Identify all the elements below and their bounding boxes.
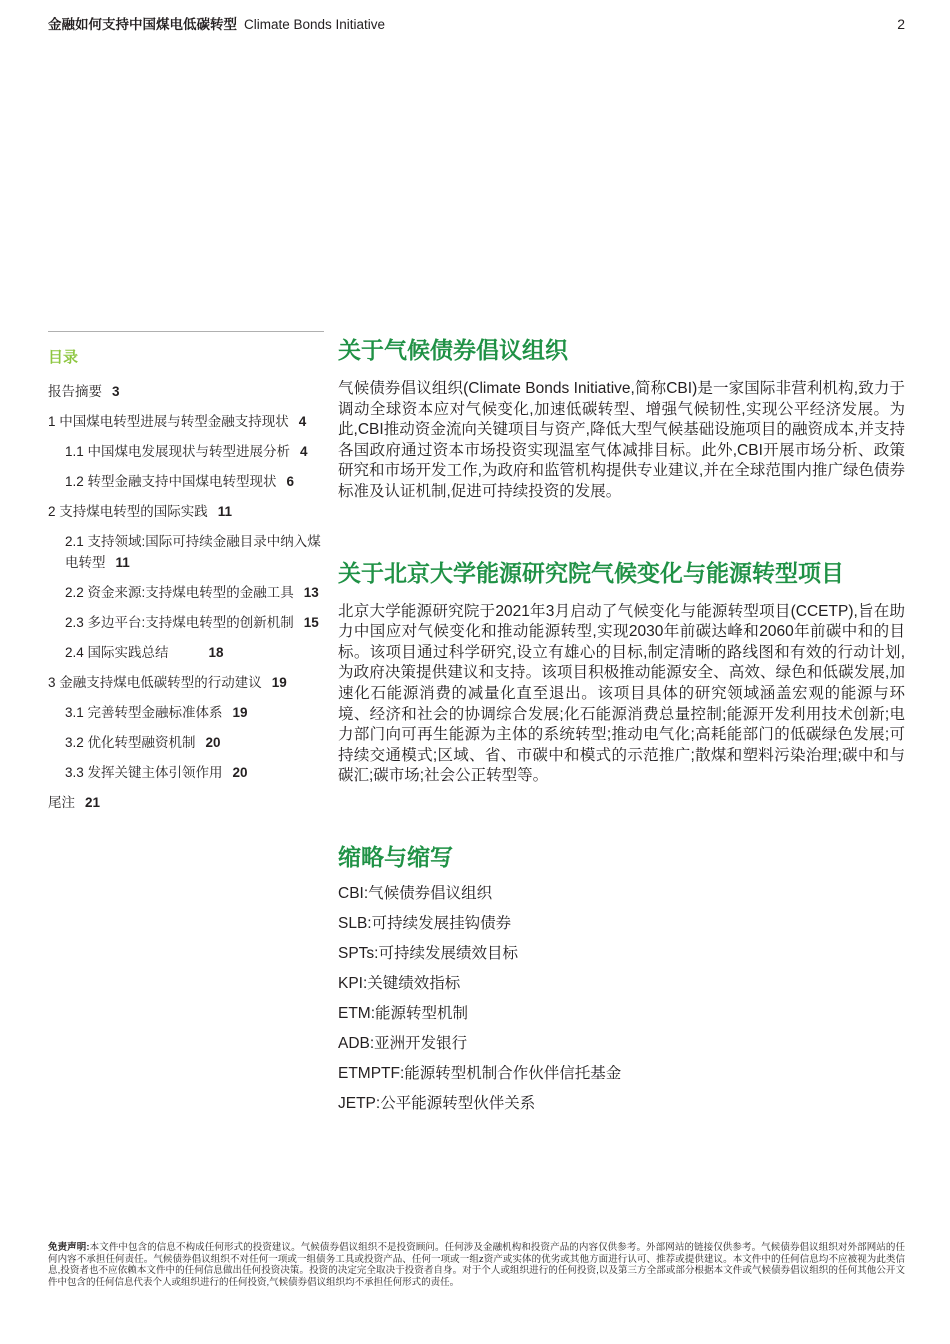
- section-heading-about-cbi: 关于气候债券倡议组织: [338, 337, 568, 363]
- toc-item-page: 6: [286, 474, 295, 489]
- toc-item-page: 15: [303, 615, 319, 630]
- org-name: Climate Bonds Initiative: [244, 17, 386, 32]
- abbreviation-item: SPTs:可持续发展绩效目标: [338, 944, 518, 962]
- report-title: 金融如何支持中国煤电低碳转型: [48, 17, 237, 32]
- toc-item-2-4[interactable]: [48, 642, 324, 663]
- section-body-about-ccetp: 北京大学能源研究院于2021年3月启动了气候变化与能源转型项目(CCETP),旨在助力中国应对气候变化和推动能源转型,实现2030年前碳达峰和2060年前碳中和的目标。该项目通过科学研究,设立有雄心的目标,制定清晰的路线图和有效的行动计划,为政府决策提供建议和支持。该项目积极推动能源安全、高效、绿色和低碳发展,加速化石能源消费的减量化直至退出。该项目具体的研究领域涵盖宏观的能源与环境、经济和社会的协调综合发展;化石能源消费总量控制;能源开发利用技术创新;电力部门向可再生能源为主体的系统转型;推动电气化;高耗能部门的低碳绿色发展;可持续交通模式;区域、省、市碳中和模式的示范推广;散煤和塑料污染治理;碳中和与碳汇;碳市场;社会公正转型等。: [338, 602, 906, 785]
- toc-item-page: 19: [232, 705, 248, 720]
- page-header: [48, 16, 905, 33]
- main-content: [338, 336, 905, 1168]
- toc-item-page: 18: [208, 645, 224, 660]
- toc-item-1[interactable]: [48, 411, 324, 432]
- toc-item-page: 3: [112, 384, 120, 399]
- abbreviation-item: JETP:公平能源转型伙伴关系: [338, 1094, 536, 1112]
- toc-item-2[interactable]: [48, 501, 324, 522]
- disclaimer: [48, 1242, 905, 1288]
- toc-item-label: 2.2 资金来源:支持煤电转型的金融工具: [65, 585, 294, 600]
- abbreviation-item: ETMPTF:能源转型机制合作伙伴信托基金: [338, 1064, 622, 1082]
- section-about-cbi: [338, 336, 905, 503]
- toc-item-label: 报告摘要: [48, 384, 102, 399]
- toc-item-label: 3.3 发挥关键主体引领作用: [65, 765, 223, 780]
- abbreviation-list: [338, 886, 905, 1112]
- toc-item-label: 3.1 完善转型金融标准体系: [65, 705, 223, 720]
- running-title: [48, 16, 385, 33]
- toc-item-3[interactable]: [48, 672, 324, 693]
- disclaimer-label: 免责声明:: [48, 1242, 90, 1253]
- toc-item-2-3[interactable]: [48, 612, 324, 633]
- toc-item-page: 4: [298, 414, 307, 429]
- toc-item-3-1[interactable]: [48, 702, 324, 723]
- toc-item-label: 尾注: [48, 795, 75, 810]
- toc-item-page: 11: [217, 504, 233, 519]
- toc-item-page: 20: [205, 735, 221, 750]
- section-abbreviations: [338, 843, 905, 1112]
- toc-item-label: 3 金融支持煤电低碳转型的行动建议: [48, 675, 262, 690]
- toc-divider: [48, 331, 324, 332]
- toc-item-2-2[interactable]: [48, 582, 324, 603]
- toc-item-label: 2 支持煤电转型的国际实践: [48, 504, 208, 519]
- abbreviation-item: CBI:气候债券倡议组织: [338, 884, 493, 902]
- toc-item-label: 2.1 支持领域:国际可持续金融目录中纳入煤电转型: [65, 534, 321, 570]
- toc-item-page: 4: [300, 444, 308, 459]
- section-heading-abbreviations: 缩略与缩写: [338, 843, 453, 870]
- toc-item-page: 19: [271, 675, 287, 690]
- toc-title: 目录: [48, 349, 79, 366]
- section-about-ccetp: [338, 559, 905, 787]
- toc-item-label: 3.2 优化转型融资机制: [65, 735, 196, 750]
- toc-item-label: 2.3 多边平台:支持煤电转型的创新机制: [65, 615, 294, 630]
- page-number: 2: [897, 16, 905, 32]
- toc-item-label: 1 中国煤电转型进展与转型金融支持现状: [48, 414, 289, 429]
- toc-item-summary[interactable]: [48, 381, 324, 402]
- abbreviation-item: SLB:可持续发展挂钩债券: [338, 914, 512, 932]
- abbreviation-item: ETM:能源转型机制: [338, 1004, 469, 1022]
- table-of-contents: [48, 331, 324, 822]
- section-heading-about-ccetp: 关于北京大学能源研究院气候变化与能源转型项目: [338, 559, 844, 586]
- toc-item-label: 1.1 中国煤电发展现状与转型进展分析: [65, 444, 291, 459]
- abbreviation-item: ADB:亚洲开发银行: [338, 1034, 468, 1052]
- toc-item-label: 1.2 转型金融支持中国煤电转型现状: [65, 474, 277, 489]
- toc-item-1-1[interactable]: [48, 441, 324, 462]
- toc-item-page: 13: [303, 585, 319, 600]
- toc-item-3-2[interactable]: [48, 732, 324, 753]
- toc-item-3-3[interactable]: [48, 762, 324, 783]
- disclaimer-text: 本文件中包含的信息不构成任何形式的投资建议。气候债券倡议组织不是投资顾问。任何涉及金融机构和投资产品的内容仅供参考。外部网站的链接仅供参考。气候债券倡议组织对外部网站的任何内容不承担任何责任。气候债券倡议组织不对任何一项或一组债务工具或投资产品、任何一项或一组z资产或实体的优劣或其他方面进行认可、推荐或提供建议。本文件中的任何信息均不应被视为此类信息,投资者也不应依赖本文件中的任何信息做出任何投资决策。投资的决定完全取决于投资者自身。对于个人或组织进行的任何投资,以及第三方全部或部分根据本文件或气候债券倡议组织的任何其他公开文件中包含的任何信息代表个人或组织进行的任何投资,气候债券倡议组织均不承担任何形式的责任。: [48, 1242, 905, 1288]
- toc-item-label: 2.4 国际实践总结: [65, 645, 169, 660]
- toc-item-page: 21: [85, 795, 101, 810]
- abbreviation-item: KPI:关键绩效指标: [338, 974, 461, 992]
- toc-item-page: 20: [232, 765, 248, 780]
- toc-item-page: 11: [115, 555, 130, 570]
- toc-item-2-1[interactable]: [48, 531, 324, 573]
- section-body-about-cbi: 气候债券倡议组织(Climate Bonds Initiative,简称CBI)是一家国际非营利机构,致力于调动全球资本应对气候变化,加速低碳转型、增强气候韧性,实现公平经济发展。为此,CBI推动资金流向关键项目与资产,降低大型气候基础设施项目的融资成本,并支持各国政府通过资本市场投资实现温室气体减排目标。此外,CBI开展市场分析、政策研究和市场开发工作,为政府和监管机构提供专业建议,并在全球范围内推广绿色债券标准及认证机制,促进可持续投资的发展。: [338, 380, 905, 500]
- toc-item-1-2[interactable]: [48, 471, 324, 492]
- toc-item-endnotes[interactable]: [48, 792, 324, 813]
